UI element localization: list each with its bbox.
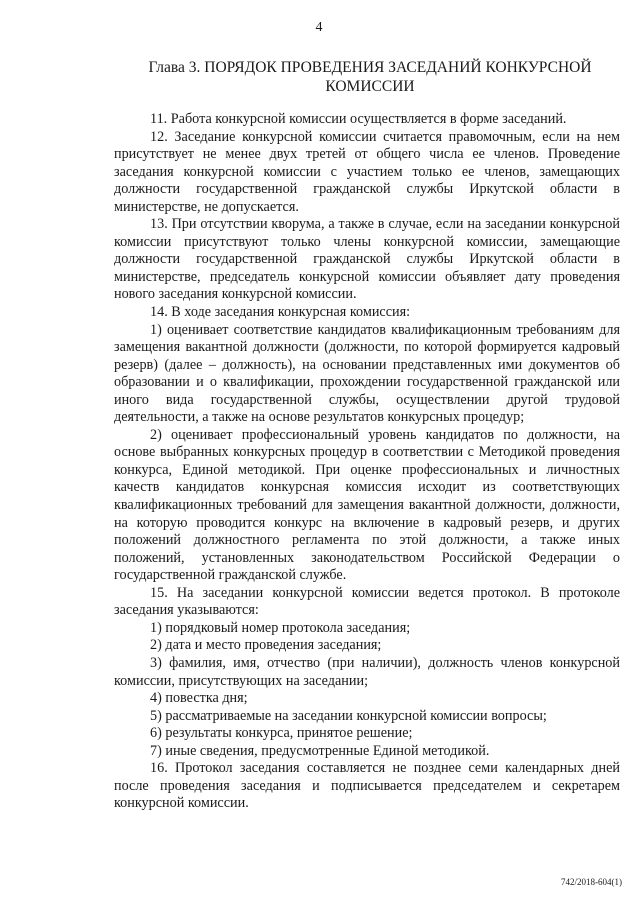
paragraph-14-item-1: 1) оценивает соответствие кандидатов квалификационным требованиям для замещения вакантной должности (должности, по которой формируется кадровый резерв) (далее – должность), на основании представленных ими документов об образовании и о квалификации, прохождении государственной гражданской или иного вида государственной службы, осуществлении другой трудовой деятельности, а также на основе результатов конкурсных процедур; [114,321,620,426]
paragraph-15-item-7: 7) иные сведения, предусмотренные Единой методикой. [150,742,490,759]
paragraph-15-item-1: 1) порядковый номер протокола заседания; [150,619,411,636]
chapter-title: Глава 3. ПОРЯДОК ПРОВЕДЕНИЯ ЗАСЕДАНИЙ КОНКУРСНОЙ КОМИССИИ [148,59,592,95]
page-number: 4 [315,20,323,35]
paragraph-11: 11. Работа конкурсной комиссии осуществляется в форме заседаний. [150,111,567,127]
document-code: 742/2018-604(1) [561,877,622,887]
paragraph-14-item-2: 2) оценивает профессиональный уровень кандидатов по должности, на основе выбранных конкурсных процедур в соответствии с Методикой проведения конкурса, Единой методикой. При оценке профессиональных и личностных качеств кандидатов конкурсная комиссия исходит из соответствующих квалификационных требований для замещения вакантной должности, должности, на которую проводится конкурс на включение в кадровый резерв, и других положений должностного регламента по этой должности, а также иных положений, установленных законодательством Российской Федерации о государственной гражданской службе. [114,426,620,584]
paragraph-16: 16. Протокол заседания составляется не позднее семи календарных дней после проведения заседания и подписывается председателем и секретарем конкурсной комиссии. [114,760,620,812]
paragraph-15-item-6: 6) результаты конкурса, принятое решение; [150,725,413,742]
paragraph-14: 14. В ходе заседания конкурсная комиссия: [150,304,411,321]
paragraph-15-item-4: 4) повестка дня; [150,690,248,707]
paragraph-13: 13. При отсутствии кворума, а также в случае, если на заседании конкурсной комиссии присутствуют только члены конкурсной комиссии, замещающие должности государственной гражданской службы Иркутской области в министерстве, председатель конкурсной комиссии объявляет дату проведения нового заседания конкурсной комиссии. [114,216,620,303]
document-body [114,111,620,813]
paragraph-15-item-2: 2) дата и место проведения заседания; [150,637,382,654]
paragraph-15: 15. На заседании конкурсной комиссии ведется протокол. В протоколе заседания указываются: [114,584,620,619]
paragraph-12: 12. Заседание конкурсной комиссии считается правомочным, если на нем присутствует не менее двух третей от общего числа ее членов. Проведение заседания конкурсной комиссии с участием только ее членов, замещающих должности государственной гражданской службы Иркутской области в министерстве, не допускается. [114,128,620,215]
paragraph-15-item-3: 3) фамилия, имя, отчество (при наличии), должность членов конкурсной комиссии, присутствующих на заседании; [114,654,620,689]
paragraph-15-item-5: 5) рассматриваемые на заседании конкурсной комиссии вопросы; [150,707,547,724]
